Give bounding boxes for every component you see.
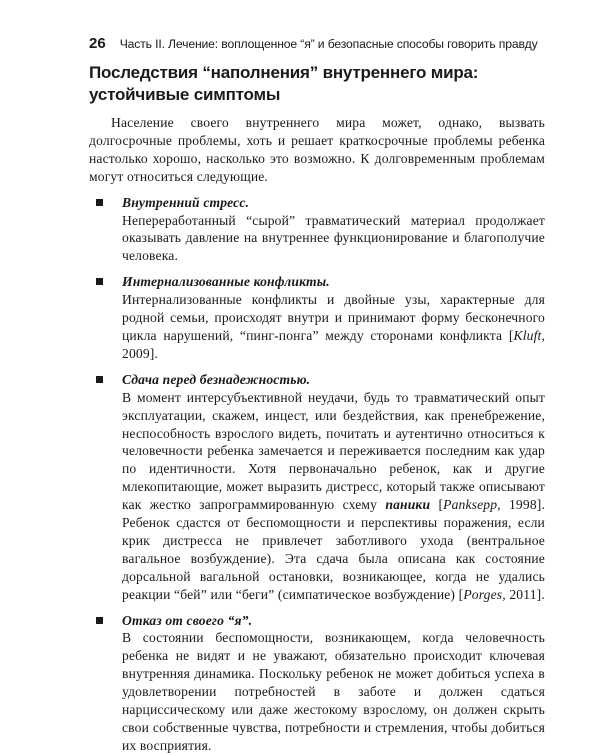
symptom-text (89, 291, 545, 363)
bullet-marker (96, 278, 103, 285)
bullet-marker (96, 617, 103, 624)
running-title: Часть II. Лечение: воплощенное “я” и безопасные способы говорить правду (119, 37, 538, 51)
citation-author: Kluft, (513, 327, 545, 343)
citation-author: Panksepp, (443, 497, 501, 513)
symptom-heading (89, 371, 545, 389)
text-run: В момент интерсубъективной неудачи, будь то травматический опыт эксплуатации, скажем, инцест, или бездействия, как пренебрежение, неспособность взрослого видеть, почитать и аутентично относиться к человечности ребенка замечается и переживается последним как удар по идентичности. Хотя первоначально ребенок, как и другие млекопитающие, может выразить дистресс, который также описывают как жестко запрограммированную схему (122, 389, 545, 513)
bullet-marker (96, 376, 103, 383)
text-run: 2011]. (505, 586, 545, 602)
symptom-item (89, 612, 545, 755)
text-run: 1998]. Ребенок сдастся от беспомощности и перспективы поражения, если крик дистресса не привлечет заботливого ухода (вентральное вагальное возбуждение). Эта сдача была описана как состояние дорсальной вагальной остановки, возникающее, когда не удались реакции “бей” или “беги” (симпатическое возбуждение) [ (122, 497, 545, 602)
citation-year: 2009]. (122, 345, 159, 361)
page-number: 26 (89, 35, 106, 52)
body-text (89, 114, 545, 755)
citation-author: Porges, (463, 586, 506, 602)
symptom-text: Непереработанный “сырой” травматический материал продолжает оказывать давление на внутреннее функционирование и благополучие человека. (122, 212, 545, 264)
symptom-text (89, 389, 545, 604)
symptom-title: Отказ от своего “я”. (122, 612, 253, 628)
symptom-heading (89, 273, 545, 291)
running-head (89, 35, 559, 53)
symptom-heading (89, 612, 545, 630)
symptom-title: Интернализованные конфликты. (122, 274, 330, 290)
bullet-marker (96, 199, 103, 206)
symptom-item (89, 371, 545, 604)
section-heading: Последствия “наполнения” внутреннего мира: устойчивые симптомы (89, 63, 479, 104)
text-run: Интернализованные конфликты и двойные узы, характерные для родной семьи, происходят внутри и принимают форму бесконечного цикла нарушений, “пинг-понга” между сторонами конфликта [ (122, 292, 545, 343)
text-run: [ (430, 497, 444, 513)
intro-paragraph: Население своего внутреннего мира может, однако, вызвать долгосрочные проблемы, хоть и решает краткосрочные проблемы ребенка настолько хорошо, насколько это возможно. К долговременным проблемам могут относиться следующие. (89, 115, 545, 184)
symptom-item (89, 194, 545, 266)
symptom-heading (89, 194, 545, 212)
symptom-item (89, 273, 545, 363)
emphasized-term: паники (385, 497, 431, 513)
symptom-title: Сдача перед безнадежностью. (122, 371, 311, 387)
symptom-text: В состоянии беспомощности, возникающем, когда человечность ребенка не видят и не уважают, обязательно происходит ключевая внутренняя динамика. Поскольку ребенок не может добиться успеха в удовлетворении потребностей в заботе и должен сдаться нарциссическому или даже жестокому взрослому, он должен скрыть свои собственные чувства, потребности и стремления, чтобы добиться их восприятия. (122, 630, 545, 753)
symptom-title: Внутренний стресс. (122, 194, 250, 210)
